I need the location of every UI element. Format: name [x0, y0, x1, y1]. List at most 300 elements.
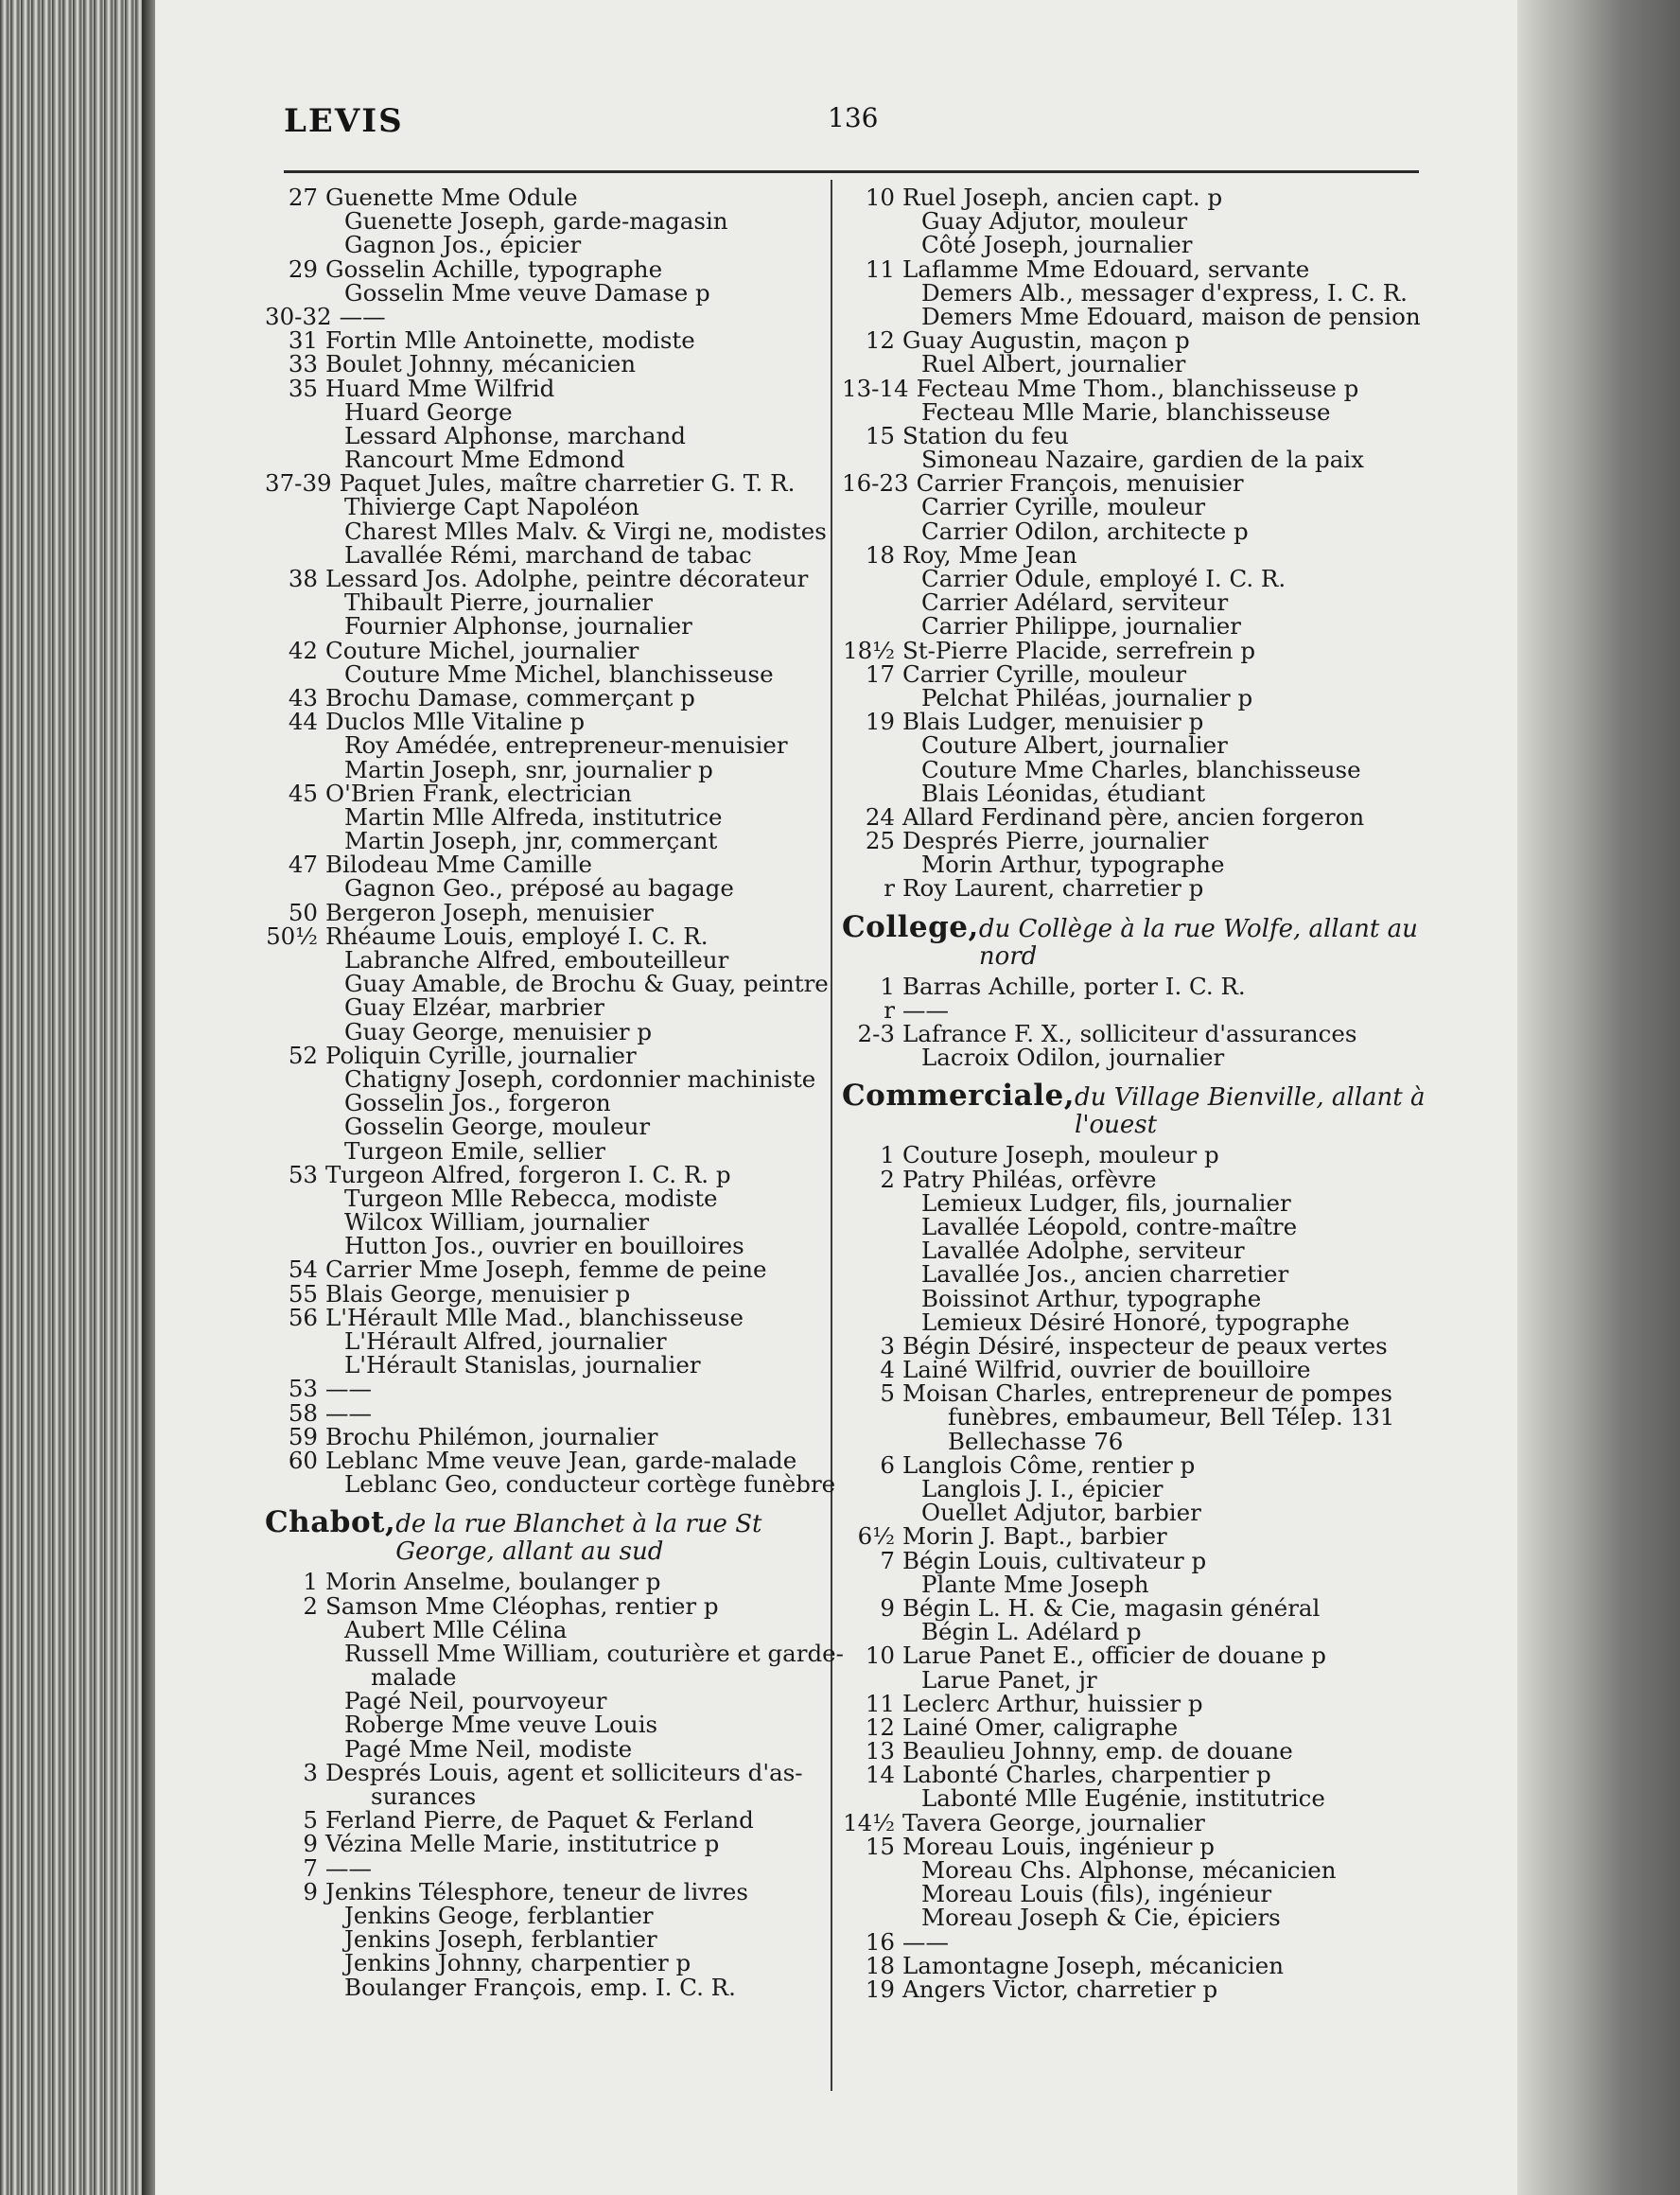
- house-number: 7: [303, 1853, 318, 1882]
- resident-entry: Thibault Pierre, journalier: [344, 588, 653, 617]
- directory-entry: [265, 1017, 832, 1045]
- directory-entry: [265, 1663, 832, 1692]
- resident-entry: Barras Achille, porter I. C. R.: [902, 972, 1246, 1000]
- directory-entry: [842, 421, 1428, 449]
- house-number: 4: [880, 1356, 895, 1384]
- resident-entry: malade: [371, 1663, 457, 1692]
- running-head-section: LEVIS: [284, 102, 404, 140]
- resident-entry: Jenkins Joseph, ferblantier: [344, 1925, 657, 1954]
- resident-entry: Demers Mme Edouard, maison de pension: [921, 302, 1421, 330]
- house-number: 7: [880, 1546, 895, 1574]
- street-description: du Village Bienville, allant à l'ouest: [1075, 1083, 1426, 1140]
- directory-entry: [842, 302, 1428, 330]
- resident-entry: Gosselin Achille, typographe: [325, 255, 663, 283]
- directory-entry: [265, 1375, 832, 1403]
- resident-entry: Carrier Odule, employé I. C. R.: [921, 565, 1286, 592]
- directory-entry: [842, 802, 1428, 831]
- house-number: 11: [865, 255, 895, 283]
- directory-entry: [265, 1422, 832, 1450]
- resident-entry: Lavallée Rémi, marchand de tabac: [344, 540, 752, 569]
- directory-entry: [842, 352, 1428, 376]
- resident-entry: Pagé Mme Neil, modiste: [344, 1734, 633, 1763]
- directory-entry: [842, 995, 1428, 1024]
- resident-entry: Morin Anselme, boulanger p: [325, 1568, 661, 1596]
- resident-entry: Lavallée Jos., ancien charretier: [921, 1260, 1289, 1289]
- directory-entry: [842, 1165, 1428, 1193]
- directory-entry: [265, 1232, 832, 1260]
- resident-entry: Moreau Joseph & Cie, épiciers: [921, 1904, 1281, 1932]
- resident-entry: Bégin Louis, cultivateur p: [902, 1546, 1207, 1574]
- directory-entry: [265, 898, 832, 926]
- resident-entry: Labonté Mlle Eugénie, institutrice: [921, 1784, 1325, 1813]
- resident-entry: Brochu Damase, commerçant p: [325, 683, 695, 711]
- gutter-shadow: [142, 0, 155, 2195]
- resident-entry: Laflamme Mme Edouard, servante: [902, 255, 1310, 283]
- resident-entry: O'Brien Frank, electrician: [325, 779, 632, 807]
- resident-entry: Angers Victor, charretier p: [902, 1975, 1218, 2003]
- resident-entry: Roy Amédée, entrepreneur-menuisier: [344, 731, 788, 760]
- house-number: 44: [288, 708, 318, 736]
- resident-entry: Couture Albert, journalier: [921, 731, 1228, 760]
- directory-entry: [265, 1398, 832, 1427]
- resident-entry: Guay George, menuisier p: [344, 1017, 653, 1045]
- house-number: 2: [303, 1591, 318, 1620]
- resident-entry: Guenette Mme Odule: [325, 184, 578, 211]
- house-number: 31: [288, 326, 318, 355]
- directory-entry: [842, 708, 1428, 736]
- directory-entry: [842, 374, 1428, 402]
- house-number: 10: [865, 1642, 895, 1670]
- resident-entry: L'Hérault Mlle Mad., blanchisseuse: [325, 1303, 744, 1331]
- house-number: 50½: [266, 922, 318, 950]
- resident-entry: Gagnon Geo., préposé au bagage: [344, 874, 734, 903]
- resident-entry: Després Louis, agent et solliciteurs d'as-: [325, 1758, 803, 1786]
- resident-entry: Couture Joseph, mouleur p: [902, 1141, 1219, 1169]
- resident-entry: Bellechasse 76: [948, 1427, 1124, 1455]
- resident-entry: Boulet Johnny, mécanicien: [325, 350, 637, 378]
- directory-entry: [265, 1973, 832, 2001]
- directory-entry: [265, 207, 832, 236]
- directory-entry: [265, 567, 832, 590]
- house-number: 6: [880, 1450, 895, 1479]
- directory-entry: [265, 924, 832, 948]
- directory-entry: [842, 1546, 1428, 1574]
- house-number: 18: [865, 1951, 895, 1979]
- house-number: 18½: [843, 636, 895, 664]
- house-number: 9: [303, 1830, 318, 1858]
- directory-entry: [265, 493, 832, 521]
- directory-entry: [265, 1639, 844, 1667]
- directory-entry: [265, 1758, 832, 1786]
- house-number: 18: [865, 540, 895, 569]
- house-number: 1: [880, 972, 895, 1000]
- directory-entry: [265, 1329, 832, 1353]
- house-number: 37-39: [265, 469, 332, 498]
- resident-entry: ——: [902, 1927, 949, 1956]
- resident-entry: Fournier Alphonse, journalier: [344, 612, 692, 641]
- resident-entry: ——: [902, 995, 949, 1024]
- resident-entry: Leclerc Arthur, huissier p: [902, 1689, 1203, 1717]
- directory-entry: [265, 302, 832, 330]
- house-number: 25: [865, 827, 895, 855]
- resident-entry: Carrier Mme Joseph, femme de peine: [325, 1256, 767, 1284]
- directory-entry: [265, 1091, 832, 1115]
- house-number: 59: [288, 1422, 318, 1450]
- directory-entry: [265, 1470, 836, 1499]
- resident-entry: Roy Laurent, charretier p: [902, 874, 1204, 903]
- house-number: 9: [303, 1877, 318, 1905]
- directory-entry: [265, 1877, 832, 1905]
- directory-entry: [265, 708, 832, 736]
- house-number: 50: [288, 898, 318, 926]
- directory-entry: [842, 1904, 1428, 1932]
- directory-entry: [842, 612, 1428, 641]
- directory-entry: [265, 469, 832, 498]
- directory-entry: [842, 1880, 1428, 1908]
- house-number: 14: [865, 1761, 895, 1789]
- directory-entry: [842, 659, 1428, 688]
- directory-entry: [842, 1808, 1428, 1836]
- directory-entry: [842, 683, 1428, 711]
- directory-entry: [265, 993, 832, 1022]
- resident-entry: St-Pierre Placide, serrefrein p: [902, 636, 1256, 664]
- directory-entry: [265, 588, 832, 617]
- resident-entry: surances: [371, 1782, 477, 1810]
- resident-entry: Ouellet Adjutor, barbier: [921, 1499, 1201, 1527]
- resident-entry: Patry Philéas, orfèvre: [902, 1165, 1157, 1193]
- directory-entry: [265, 1041, 832, 1069]
- directory-entry: [265, 446, 832, 474]
- house-number: 60: [288, 1446, 318, 1474]
- directory-entry: [265, 1064, 832, 1093]
- directory-entry: [842, 446, 1428, 474]
- resident-entry: Boissinot Arthur, typographe: [921, 1284, 1262, 1312]
- directory-entry: [265, 1208, 832, 1237]
- resident-entry: Jenkins Geoge, ferblantier: [344, 1901, 654, 1929]
- resident-entry: Gosselin Jos., forgeron: [344, 1089, 611, 1117]
- house-number: 3: [880, 1331, 895, 1360]
- resident-entry: Bégin L. Adélard p: [921, 1618, 1142, 1646]
- directory-entry: [265, 874, 832, 903]
- resident-entry: Langlois Côme, rentier p: [902, 1450, 1196, 1479]
- resident-entry: Moreau Chs. Alphonse, mécanicien: [921, 1856, 1337, 1884]
- directory-entry: [265, 231, 832, 259]
- directory-entry: [842, 326, 1428, 355]
- house-number: 12: [865, 1712, 895, 1741]
- resident-entry: Thivierge Capt Napoléon: [344, 493, 639, 521]
- directory-entry: [265, 1734, 832, 1763]
- resident-entry: Gosselin Mme veuve Damase p: [344, 278, 710, 307]
- directory-entry: [842, 1689, 1428, 1717]
- house-number: 47: [288, 851, 318, 879]
- directory-entry: [842, 1310, 1428, 1334]
- house-number: 54: [288, 1256, 318, 1284]
- resident-entry: Samson Mme Cléophas, rentier p: [325, 1591, 719, 1620]
- resident-entry: Poliquin Cyrille, journalier: [325, 1041, 637, 1069]
- directory-entry: [265, 970, 832, 998]
- resident-entry: Després Pierre, journalier: [902, 827, 1209, 855]
- directory-entry: [265, 802, 832, 831]
- house-number: 53: [288, 1375, 318, 1403]
- header-rule: [284, 170, 1419, 173]
- house-number: 16-23: [842, 469, 909, 498]
- house-number: 42: [288, 636, 318, 664]
- directory-entry: [265, 1353, 832, 1377]
- directory-entry: [842, 1761, 1428, 1789]
- directory-entry: [842, 1665, 1428, 1694]
- resident-entry: Charest Mlles Malv. & Virgi ne, modistes: [344, 517, 827, 545]
- resident-entry: L'Hérault Stanislas, journalier: [344, 1351, 701, 1379]
- resident-entry: Langlois J. I., épicier: [921, 1475, 1164, 1502]
- resident-entry: ——: [325, 1398, 372, 1427]
- resident-entry: Rancourt Mme Edmond: [344, 446, 625, 474]
- directory-entry: [265, 352, 832, 376]
- directory-entry: [265, 1303, 832, 1331]
- resident-entry: Station du feu: [902, 421, 1069, 449]
- resident-entry: Lainé Wilfrid, ouvrier de bouilloire: [902, 1356, 1311, 1384]
- resident-entry: Carrier Philippe, journalier: [921, 612, 1241, 641]
- directory-entry: [842, 1739, 1428, 1763]
- directory-entry: [842, 397, 1428, 426]
- house-number: 6½: [857, 1522, 895, 1551]
- street-heading: [265, 1505, 832, 1567]
- page-edge-right: [1517, 0, 1680, 2195]
- house-number: 13: [865, 1737, 895, 1765]
- house-number: 9: [880, 1593, 895, 1622]
- house-number: 33: [288, 350, 318, 378]
- directory-entry: [842, 588, 1428, 617]
- street-description: de la rue Blanchet à la rue St George, allant au sud: [395, 1510, 762, 1567]
- resident-entry: Leblanc Geo, conducteur cortège funèbre: [344, 1470, 836, 1499]
- directory-entry: [842, 1712, 1428, 1741]
- house-number: 2: [880, 1165, 895, 1193]
- house-number: r: [884, 995, 895, 1024]
- house-number: 1: [303, 1568, 318, 1596]
- directory-entry: [265, 1925, 832, 1954]
- directory-entry: [265, 1568, 832, 1596]
- resident-entry: Gosselin George, mouleur: [344, 1113, 651, 1141]
- directory-entry: [265, 1160, 832, 1188]
- house-number: 14½: [843, 1808, 895, 1836]
- resident-entry: Morin J. Bapt., barbier: [902, 1522, 1167, 1551]
- resident-entry: Carrier Cyrille, mouleur: [921, 493, 1206, 521]
- house-number: 13-14: [842, 374, 909, 402]
- resident-entry: Bégin L. H. & Cie, magasin général: [902, 1593, 1321, 1622]
- resident-entry: Demers Alb., messager d'express, I. C. R.: [921, 278, 1408, 307]
- directory-entry: [265, 397, 832, 426]
- house-number: 10: [865, 184, 895, 211]
- resident-entry: funèbres, embaumeur, Bell Télep. 131: [948, 1403, 1395, 1431]
- directory-entry: [842, 493, 1428, 521]
- directory-entry: [842, 636, 1428, 664]
- resident-entry: Martin Joseph, jnr, commerçant: [344, 827, 718, 855]
- resident-entry: Morin Arthur, typographe: [921, 851, 1225, 879]
- directory-entry: [842, 1188, 1428, 1217]
- house-number: 16: [865, 1927, 895, 1956]
- directory-entry: [265, 1615, 832, 1643]
- directory-entry: [265, 1687, 832, 1715]
- directory-entry: [842, 1427, 1428, 1455]
- street-name: College,: [842, 909, 979, 944]
- resident-entry: Aubert Mlle Célina: [344, 1615, 568, 1643]
- resident-entry: Couture Mme Charles, blanchisseuse: [921, 755, 1361, 783]
- resident-entry: Paquet Jules, maître charretier G. T. R.: [339, 469, 796, 498]
- house-number: 5: [880, 1379, 895, 1408]
- resident-entry: Carrier Cyrille, mouleur: [902, 659, 1187, 688]
- directory-entry: [842, 755, 1428, 783]
- resident-entry: Lavallée Adolphe, serviteur: [921, 1237, 1245, 1265]
- directory-entry: [842, 1379, 1428, 1408]
- directory-entry: [842, 972, 1428, 1000]
- resident-entry: Blais Ludger, menuisier p: [902, 708, 1204, 736]
- resident-entry: Blais Léonidas, étudiant: [921, 779, 1206, 807]
- resident-entry: Jenkins Télesphore, teneur de livres: [325, 1877, 748, 1905]
- house-number: 45: [288, 779, 318, 807]
- house-number: 12: [865, 326, 895, 355]
- directory-entry: [265, 185, 832, 209]
- resident-entry: Lafrance F. X., solliciteur d'assurances: [902, 1020, 1357, 1047]
- resident-entry: Labonté Charles, charpentier p: [902, 1761, 1271, 1789]
- directory-entry: [842, 1858, 1428, 1882]
- street-heading: [842, 1079, 1428, 1140]
- resident-entry: Simoneau Nazaire, gardien de la paix: [921, 446, 1364, 474]
- resident-entry: Carrier Adélard, serviteur: [921, 588, 1229, 617]
- house-number: 38: [288, 565, 318, 592]
- house-number: 56: [288, 1303, 318, 1331]
- resident-entry: Lacroix Odilon, journalier: [921, 1044, 1225, 1072]
- resident-entry: ——: [339, 302, 386, 330]
- resident-entry: Pagé Neil, pourvoyeur: [344, 1687, 607, 1715]
- resident-entry: Moreau Louis (fils), ingénieur: [921, 1880, 1272, 1908]
- directory-entry: [265, 1186, 832, 1210]
- resident-entry: Moreau Louis, ingénieur p: [902, 1832, 1215, 1860]
- street-heading: [842, 909, 1428, 971]
- directory-entry: [265, 755, 832, 783]
- directory-entry: [842, 1044, 1428, 1072]
- directory-entry: [842, 1784, 1428, 1813]
- resident-entry: Plante Mme Joseph: [921, 1570, 1149, 1598]
- resident-entry: Brochu Philémon, journalier: [325, 1422, 658, 1450]
- resident-entry: Lemieux Ludger, fils, journalier: [921, 1188, 1291, 1217]
- directory-entry: [842, 469, 1428, 498]
- house-number: 11: [865, 1689, 895, 1717]
- resident-entry: Pelchat Philéas, journalier p: [921, 683, 1253, 711]
- resident-entry: Gagnon Jos., épicier: [344, 231, 582, 259]
- directory-entry: [842, 278, 1428, 307]
- directory-entry: [265, 1591, 832, 1620]
- resident-entry: Bergeron Joseph, menuisier: [325, 898, 654, 926]
- directory-entry: [842, 1450, 1428, 1479]
- directory-entry: [842, 519, 1428, 543]
- directory-entry: [265, 612, 832, 641]
- directory-entry: [265, 636, 832, 664]
- resident-entry: Larue Panet, jr: [921, 1665, 1097, 1694]
- directory-entry: [265, 1279, 832, 1308]
- directory-entry: [265, 659, 832, 688]
- resident-entry: Guenette Joseph, garde-magasin: [344, 207, 728, 236]
- resident-entry: Bégin Désiré, inspecteur de peaux vertes: [902, 1331, 1388, 1360]
- resident-entry: L'Hérault Alfred, journalier: [344, 1327, 667, 1355]
- directory-entry: [842, 1260, 1428, 1289]
- directory-entry: [842, 781, 1428, 805]
- directory-entry: [265, 1113, 832, 1141]
- resident-entry: Chatigny Joseph, cordonnier machiniste: [344, 1064, 816, 1093]
- resident-entry: Carrier Odilon, architecte p: [921, 517, 1249, 545]
- resident-entry: Guay Adjutor, mouleur: [921, 207, 1188, 236]
- directory-entry: [265, 257, 832, 281]
- directory-entry: [842, 540, 1428, 569]
- resident-entry: Côté Joseph, journalier: [921, 231, 1193, 259]
- resident-entry: Fortin Mlle Antoinette, modiste: [325, 326, 695, 355]
- resident-entry: Turgeon Alfred, forgeron I. C. R. p: [325, 1160, 731, 1188]
- house-number: 52: [288, 1041, 318, 1069]
- directory-entry: [842, 1499, 1428, 1527]
- street-name: Chabot,: [265, 1505, 396, 1540]
- resident-entry: Jenkins Johnny, charpentier p: [344, 1949, 691, 1977]
- directory-entry: [842, 1477, 1428, 1501]
- directory-entry: [842, 1143, 1428, 1167]
- directory-entry: [842, 1927, 1428, 1956]
- resident-entry: Turgeon Emile, sellier: [344, 1136, 605, 1165]
- resident-entry: Larue Panet E., officier de douane p: [902, 1642, 1326, 1670]
- directory-entry: [265, 1830, 832, 1858]
- resident-entry: Huard Mme Wilfrid: [325, 374, 555, 402]
- directory-entry: [265, 827, 832, 855]
- directory-entry: [842, 1593, 1428, 1622]
- resident-entry: Duclos Mlle Vitaline p: [325, 708, 586, 736]
- resident-entry: Russell Mme William, couturière et garde-: [344, 1639, 844, 1667]
- house-number: 19: [865, 708, 895, 736]
- directory-entry: [842, 1522, 1428, 1551]
- resident-entry: Carrier François, menuisier: [916, 469, 1244, 498]
- house-number: 2-3: [857, 1020, 895, 1047]
- house-number: 30-32: [265, 302, 332, 330]
- directory-entry: [265, 374, 832, 402]
- directory-entry: [265, 1784, 832, 1808]
- right-column: [842, 185, 1428, 2001]
- resident-entry: Wilcox William, journalier: [344, 1208, 650, 1237]
- resident-entry: Roberge Mme veuve Louis: [344, 1711, 658, 1739]
- house-number: 17: [865, 659, 895, 688]
- resident-entry: Roy, Mme Jean: [902, 540, 1077, 569]
- house-number: 24: [865, 802, 895, 831]
- directory-entry: [265, 1256, 832, 1284]
- directory-entry: [842, 827, 1428, 855]
- resident-entry: Bilodeau Mme Camille: [325, 851, 592, 879]
- directory-entry: [842, 1618, 1428, 1646]
- directory-entry: [842, 231, 1428, 259]
- resident-entry: Tavera George, journalier: [902, 1808, 1205, 1836]
- resident-entry: Ferland Pierre, de Paquet & Ferland: [325, 1806, 754, 1835]
- directory-entry: [842, 207, 1428, 236]
- resident-entry: Lessard Alphonse, marchand: [344, 421, 686, 449]
- house-number: 15: [865, 421, 895, 449]
- resident-entry: Ruel Albert, journalier: [921, 350, 1186, 378]
- resident-entry: Couture Mme Michel, blanchisseuse: [344, 659, 774, 688]
- resident-entry: Allard Ferdinand père, ancien forgeron: [902, 802, 1365, 831]
- street-description: du Collège à la rue Wolfe, allant au nord: [978, 914, 1418, 971]
- resident-entry: Turgeon Mlle Rebecca, modiste: [344, 1184, 718, 1212]
- resident-entry: Lainé Omer, caligraphe: [902, 1712, 1179, 1741]
- resident-entry: Guay Augustin, maçon p: [902, 326, 1190, 355]
- directory-entry: [265, 421, 832, 449]
- resident-entry: Martin Mlle Alfreda, institutrice: [344, 802, 723, 831]
- house-number: 1: [880, 1141, 895, 1169]
- page-number: 136: [828, 102, 879, 133]
- directory-entry: [842, 1212, 1428, 1240]
- directory-entry: [842, 567, 1428, 590]
- directory-entry: [265, 781, 832, 805]
